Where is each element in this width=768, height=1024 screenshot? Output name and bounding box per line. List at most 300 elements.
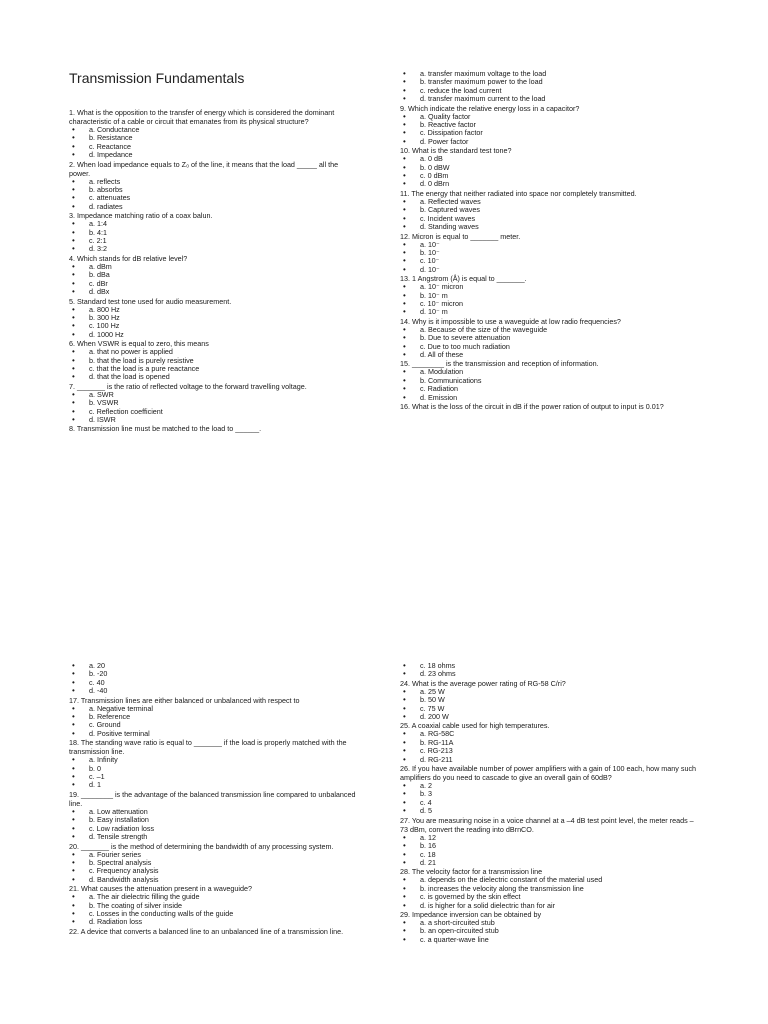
- bullet-icon: •: [403, 290, 406, 300]
- option-text: c. 40: [89, 677, 105, 687]
- answer-option: [400, 223, 700, 231]
- bullet-icon: •: [403, 661, 406, 670]
- question-text: 18. The standing wave ratio is equal to _______ if the load is properly matched with the transmission line.: [69, 738, 347, 757]
- option-text: c. Reactance: [89, 141, 131, 151]
- answer-option: [400, 241, 700, 249]
- option-text: b. 4:1: [89, 227, 107, 237]
- bullet-icon: •: [403, 900, 406, 910]
- option-text: b. 10⁻: [420, 247, 440, 257]
- bullet-icon: •: [403, 375, 406, 385]
- option-text: c. Low radiation loss: [89, 823, 155, 833]
- option-text: a. 0 dB: [420, 154, 443, 164]
- bullet-icon: •: [72, 278, 75, 288]
- option-text: b. 3: [420, 789, 432, 799]
- option-text: c. reduce the load current: [420, 85, 502, 95]
- option-text: d. Tensile strength: [89, 832, 148, 842]
- bullet-icon: •: [403, 111, 406, 121]
- answer-option: [69, 331, 361, 339]
- option-text: c. a quarter-wave line: [420, 934, 489, 944]
- option-text: d. Power factor: [420, 136, 469, 146]
- answer-option: [400, 688, 700, 696]
- question-text: 26. If you have available number of power amplifiers with a gain of 100 each, how many such amplifiers do you need to cascade to give an overall gain of 60dB?: [400, 764, 697, 783]
- option-text: a. 20: [89, 661, 105, 670]
- bullet-icon: •: [72, 347, 75, 357]
- question-block: [400, 146, 700, 189]
- option-text: b. 50 W: [420, 695, 445, 705]
- question-text: 29. Impedance inversion can be obtained by: [400, 909, 542, 919]
- option-text: d. 200 W: [420, 712, 449, 722]
- question-block: [69, 382, 361, 425]
- bullet-icon: •: [403, 892, 406, 902]
- bullet-icon: •: [72, 874, 75, 884]
- bottom-right-column: [400, 662, 700, 944]
- answer-option: [69, 781, 361, 789]
- answer-option: [69, 373, 361, 381]
- option-text: a. Because of the size of the waveguide: [420, 324, 548, 334]
- bullet-icon: •: [72, 414, 75, 424]
- option-text: a. 10⁻: [420, 239, 440, 249]
- bullet-icon: •: [403, 926, 406, 936]
- bullet-icon: •: [403, 686, 406, 696]
- option-text: d. transfer maximum current to the load: [420, 94, 546, 104]
- option-text: b. Due to severe attenuation: [420, 333, 511, 343]
- bullet-icon: •: [72, 287, 75, 297]
- option-text: d. that the load is opened: [89, 372, 170, 382]
- bullet-icon: •: [72, 866, 75, 876]
- bullet-icon: •: [72, 677, 75, 687]
- option-text: b. dBa: [89, 270, 110, 280]
- option-text: a. Negative terminal: [89, 703, 153, 713]
- bullet-icon: •: [72, 815, 75, 825]
- answer-option: [400, 308, 700, 316]
- bullet-icon: •: [403, 695, 406, 705]
- bullet-icon: •: [403, 754, 406, 764]
- bullet-icon: •: [72, 763, 75, 773]
- question-text: 5. Standard test tone used for audio measurement.: [69, 296, 232, 306]
- option-text: c. 4: [420, 797, 432, 807]
- option-text: a. The air dielectric filling the guide: [89, 892, 200, 902]
- bullet-icon: •: [403, 128, 406, 138]
- bullet-icon: •: [403, 282, 406, 292]
- option-text: a. Low attenuation: [89, 806, 148, 816]
- bullet-icon: •: [403, 669, 406, 679]
- bullet-icon: •: [72, 261, 75, 271]
- option-text: c. 10⁻ micron: [420, 298, 463, 308]
- bullet-icon: •: [403, 917, 406, 927]
- option-text: c. 18 ohms: [420, 661, 456, 670]
- option-text: a. RG-58C: [420, 729, 455, 739]
- answer-option: [400, 756, 700, 764]
- bullet-icon: •: [403, 857, 406, 867]
- answer-option: [400, 834, 700, 842]
- question-text: 17. Transmission lines are either balanced or unbalanced with respect to: [69, 695, 300, 705]
- bullet-icon: •: [72, 321, 75, 331]
- option-text: d. dBx: [89, 287, 110, 297]
- bullet-icon: •: [72, 806, 75, 816]
- bullet-icon: •: [72, 355, 75, 365]
- option-text: c. RG-213: [420, 746, 453, 756]
- question-block: [400, 274, 700, 317]
- bullet-icon: •: [72, 823, 75, 833]
- question-text: 25. A coaxial cable used for high temperatures.: [400, 721, 550, 731]
- option-text: d. Positive terminal: [89, 728, 150, 738]
- bullet-icon: •: [403, 94, 406, 104]
- option-text: c. Frequency analysis: [89, 866, 159, 876]
- question-text: 15. ________ is the transmission and reception of information.: [400, 359, 599, 369]
- option-text: a. a short-circuited stub: [420, 917, 495, 927]
- bullet-icon: •: [72, 917, 75, 927]
- answer-option: [69, 245, 361, 253]
- bullet-icon: •: [403, 883, 406, 893]
- bullet-icon: •: [403, 703, 406, 713]
- bullet-icon: •: [403, 222, 406, 232]
- answer-option: [400, 936, 700, 944]
- bullet-icon: •: [72, 227, 75, 237]
- option-text: c. Reflection coefficient: [89, 406, 163, 416]
- option-text: d. radiates: [89, 201, 123, 211]
- bullet-icon: •: [403, 213, 406, 223]
- bullet-icon: •: [72, 270, 75, 280]
- bullet-icon: •: [403, 196, 406, 206]
- bullet-icon: •: [72, 661, 75, 670]
- option-text: b. that the load is purely resistive: [89, 355, 194, 365]
- bullet-icon: •: [403, 849, 406, 859]
- option-text: a. 2: [420, 781, 432, 791]
- option-text: b. increases the velocity along the transmission line: [420, 883, 584, 893]
- answer-option: [69, 203, 361, 211]
- option-text: d. 10⁻: [420, 264, 440, 274]
- answer-option: [400, 713, 700, 721]
- question-text: 21. What causes the attenuation present in a waveguide?: [69, 884, 253, 894]
- bullet-icon: •: [403, 875, 406, 885]
- bullet-icon: •: [403, 77, 406, 87]
- option-text: c. dBr: [89, 278, 108, 288]
- question-text: 16. What is the loss of the circuit in dB if the power ration of output to input is 0.01?: [400, 402, 664, 411]
- question-block: [400, 189, 700, 232]
- option-text: c. is governed by the skin effect: [420, 892, 521, 902]
- option-text: a. Reflected waves: [420, 196, 481, 206]
- option-text: b. 16: [420, 841, 436, 851]
- bullet-icon: •: [403, 136, 406, 146]
- option-text: c. that the load is a pure reactance: [89, 363, 200, 373]
- bullet-icon: •: [403, 781, 406, 791]
- bullet-icon: •: [72, 728, 75, 738]
- option-text: b. RG-11A: [420, 737, 454, 747]
- question-block: [69, 211, 361, 254]
- option-text: d. is higher for a solid dielectric than for air: [420, 900, 556, 910]
- option-text: d. 23 ohms: [420, 669, 456, 679]
- question-text: 28. The velocity factor for a transmission line: [400, 867, 543, 877]
- answer-option: [400, 799, 700, 807]
- option-text: d. 21: [420, 857, 436, 867]
- bullet-icon: •: [72, 398, 75, 408]
- bullet-icon: •: [403, 247, 406, 257]
- answer-option: [400, 790, 700, 798]
- option-text: a. 800 Hz: [89, 304, 120, 314]
- answer-option: [69, 679, 361, 687]
- option-text: d. 5: [420, 806, 432, 816]
- option-text: c. 0 dBm: [420, 171, 449, 181]
- bullet-icon: •: [72, 133, 75, 143]
- bullet-icon: •: [72, 406, 75, 416]
- question-block: [69, 339, 361, 382]
- bullet-icon: •: [72, 236, 75, 246]
- bullet-icon: •: [72, 312, 75, 322]
- option-text: c. –1: [89, 772, 105, 782]
- question-text: 1. What is the opposition to the transfer of energy which is considered the dominant characteristic of a cable or circuit that emanates from its physical structure?: [69, 108, 335, 126]
- answer-option: [400, 266, 700, 274]
- option-text: d. 3:2: [89, 244, 107, 254]
- bullet-icon: •: [403, 934, 406, 944]
- bullet-icon: •: [403, 712, 406, 722]
- question-block: [69, 662, 361, 696]
- answer-option: [400, 180, 700, 188]
- answer-option: [69, 229, 361, 237]
- answer-option: [69, 263, 361, 271]
- question-block: [400, 679, 700, 722]
- answer-option: [400, 670, 700, 678]
- option-text: d. 1000 Hz: [89, 329, 124, 339]
- bullet-icon: •: [72, 125, 75, 134]
- answer-option: [69, 765, 361, 773]
- question-block: [400, 232, 700, 275]
- top-left-column: [69, 108, 361, 433]
- option-text: c. Ground: [89, 720, 121, 730]
- question-block: [69, 297, 361, 340]
- question-block: [69, 842, 361, 885]
- answer-option: [400, 351, 700, 359]
- bottom-left-column: [69, 662, 361, 936]
- question-block: [400, 104, 700, 147]
- bullet-icon: •: [403, 832, 406, 842]
- option-text: d. Impedance: [89, 150, 133, 160]
- option-text: a. depends on the dielectric constant of the material used: [420, 875, 603, 885]
- bullet-icon: •: [72, 363, 75, 373]
- question-text: 3. Impedance matching ratio of a coax balun.: [69, 211, 213, 221]
- option-text: a. reflects: [89, 176, 121, 186]
- question-text: 12. Micron is equal to _______ meter.: [400, 231, 521, 241]
- option-text: d. -40: [89, 686, 108, 696]
- option-text: a. 12: [420, 832, 436, 842]
- bullet-icon: •: [72, 857, 75, 867]
- option-text: c. Dissipation factor: [420, 128, 483, 138]
- bullet-icon: •: [403, 806, 406, 816]
- question-block: [400, 910, 700, 944]
- option-text: d. 0 dBrn: [420, 179, 450, 189]
- bullet-icon: •: [403, 333, 406, 343]
- bullet-icon: •: [72, 329, 75, 339]
- option-text: c. Incident waves: [420, 213, 476, 223]
- bullet-icon: •: [403, 341, 406, 351]
- option-text: b. Resistance: [89, 133, 133, 143]
- bullet-icon: •: [403, 162, 406, 172]
- option-text: d. 10⁻ m: [420, 307, 448, 317]
- option-text: c. 2:1: [89, 236, 107, 246]
- option-text: b. Reference: [89, 712, 131, 722]
- option-text: c. 18: [420, 849, 436, 859]
- question-text: 6. When VSWR is equal to zero, this means: [69, 339, 209, 349]
- answer-option: [400, 807, 700, 815]
- question-text: 2. When load impedance equals to Z₀ of the line, it means that the load _____ all the power.: [69, 159, 339, 178]
- bullet-icon: •: [403, 746, 406, 756]
- question-text: 20. _______ is the method of determining the bandwidth of any processing system.: [69, 841, 334, 851]
- bullet-icon: •: [403, 729, 406, 739]
- option-text: d. Standing waves: [420, 222, 479, 232]
- option-text: b. Spectral analysis: [89, 857, 152, 867]
- option-text: d. All of these: [420, 349, 464, 359]
- question-block: [400, 867, 700, 910]
- option-text: b. Easy installation: [89, 815, 149, 825]
- bullet-icon: •: [72, 372, 75, 382]
- question-block: [69, 160, 361, 212]
- answer-option: [69, 220, 361, 228]
- option-text: b. transfer maximum power to the load: [420, 77, 543, 87]
- question-block: [400, 70, 700, 104]
- option-text: b. -20: [89, 669, 108, 679]
- bullet-icon: •: [72, 703, 75, 713]
- page-title: Transmission Fundamentals: [69, 70, 245, 86]
- question-text: 22. A device that converts a balanced line to an unbalanced line of a transmission line.: [69, 926, 344, 936]
- option-text: b. 300 Hz: [89, 312, 120, 322]
- question-text: 27. You are measuring noise in a voice channel at a –4 dB test point level, the meter reads –73 dBm, convert the reading into dBrnCO.: [400, 815, 694, 834]
- option-text: b. Reactive factor: [420, 120, 476, 130]
- bullet-icon: •: [403, 69, 406, 78]
- bullet-icon: •: [72, 201, 75, 211]
- bullet-icon: •: [403, 298, 406, 308]
- bullet-icon: •: [72, 832, 75, 842]
- option-text: b. VSWR: [89, 398, 119, 408]
- bullet-icon: •: [403, 171, 406, 181]
- option-text: a. 10⁻ micron: [420, 282, 464, 292]
- bullet-icon: •: [72, 193, 75, 203]
- bullet-icon: •: [403, 179, 406, 189]
- top-right-column: [400, 70, 700, 411]
- bullet-icon: •: [403, 384, 406, 394]
- bullet-icon: •: [72, 712, 75, 722]
- bullet-icon: •: [403, 120, 406, 130]
- bullet-icon: •: [72, 892, 75, 902]
- bullet-icon: •: [403, 392, 406, 402]
- question-text: 13. 1 Angstrom (Å) is equal to _______.: [400, 274, 527, 284]
- bullet-icon: •: [403, 349, 406, 359]
- bullet-icon: •: [72, 849, 75, 859]
- answer-option: [69, 237, 361, 245]
- option-text: b. an open-circuited stub: [420, 926, 499, 936]
- bullet-icon: •: [72, 141, 75, 151]
- question-text: 8. Transmission line must be matched to the load to ______.: [69, 424, 262, 434]
- option-text: d. 1: [89, 780, 101, 790]
- option-text: c. Radiation: [420, 384, 458, 394]
- bullet-icon: •: [72, 176, 75, 186]
- question-text: 7. _______ is the ratio of reflected voltage to the forward travelling voltage.: [69, 381, 307, 391]
- bullet-icon: •: [72, 244, 75, 254]
- question-block: [400, 359, 700, 402]
- bullet-icon: •: [72, 304, 75, 314]
- bullet-icon: •: [72, 780, 75, 790]
- option-text: d. ISWR: [89, 414, 116, 424]
- question-block: [69, 424, 361, 433]
- answer-option: [400, 257, 700, 265]
- bullet-icon: •: [403, 239, 406, 249]
- bullet-icon: •: [72, 389, 75, 399]
- answer-option: [400, 696, 700, 704]
- question-block: [69, 790, 361, 842]
- answer-option: [400, 782, 700, 790]
- option-text: a. 1:4: [89, 219, 107, 229]
- answer-option: [400, 95, 700, 103]
- option-text: b. 0 dBW: [420, 162, 450, 172]
- option-text: c. attenuates: [89, 193, 131, 203]
- bullet-icon: •: [403, 154, 406, 164]
- option-text: a. SWR: [89, 389, 114, 399]
- bullet-icon: •: [403, 789, 406, 799]
- bullet-icon: •: [72, 686, 75, 696]
- answer-option: [69, 773, 361, 781]
- question-text: 9. Which indicate the relative energy loss in a capacitor?: [400, 103, 580, 113]
- bullet-icon: •: [403, 841, 406, 851]
- bullet-icon: •: [403, 264, 406, 274]
- bullet-icon: •: [72, 772, 75, 782]
- question-text: 11. The energy that neither radiated into space nor completely transmitted.: [400, 188, 637, 198]
- option-text: b. 10⁻ m: [420, 290, 448, 300]
- question-block: [69, 884, 361, 927]
- question-block: [400, 402, 700, 411]
- answer-option: [400, 851, 700, 859]
- answer-option: [69, 670, 361, 678]
- question-block: [400, 816, 700, 868]
- bullet-icon: •: [72, 150, 75, 160]
- option-text: a. Modulation: [420, 367, 464, 377]
- answer-option: [69, 730, 361, 738]
- answer-option: [69, 151, 361, 159]
- question-block: [69, 254, 361, 297]
- option-text: c. 10⁻: [420, 256, 440, 266]
- question-block: [400, 662, 700, 679]
- answer-option: [69, 416, 361, 424]
- option-text: a. that no power is applied: [89, 347, 173, 357]
- answer-option: [69, 876, 361, 884]
- option-text: c. 100 Hz: [89, 321, 120, 331]
- option-text: a. dBm: [89, 261, 112, 271]
- option-text: b. absorbs: [89, 185, 123, 195]
- bullet-icon: •: [403, 85, 406, 95]
- option-text: a. Fourier series: [89, 849, 141, 859]
- bullet-icon: •: [403, 256, 406, 266]
- answer-option: [69, 280, 361, 288]
- option-text: b. Captured waves: [420, 205, 480, 215]
- option-text: d. Radiation loss: [89, 917, 143, 927]
- bullet-icon: •: [72, 755, 75, 765]
- question-block: [69, 738, 361, 790]
- answer-option: [400, 859, 700, 867]
- option-text: a. transfer maximum voltage to the load: [420, 69, 547, 78]
- bullet-icon: •: [72, 219, 75, 229]
- bullet-icon: •: [72, 900, 75, 910]
- answer-option: [400, 249, 700, 257]
- option-text: a. Conductance: [89, 125, 140, 134]
- question-text: 4. Which stands for dB relative level?: [69, 253, 188, 263]
- question-block: [400, 317, 700, 360]
- bullet-icon: •: [403, 367, 406, 377]
- bullet-icon: •: [403, 324, 406, 334]
- answer-option: [69, 756, 361, 764]
- bullet-icon: •: [72, 908, 75, 918]
- option-text: a. 25 W: [420, 686, 445, 696]
- bullet-icon: •: [72, 669, 75, 679]
- bullet-icon: •: [403, 205, 406, 215]
- option-text: d. Bandwidth analysis: [89, 874, 159, 884]
- option-text: d. RG-211: [420, 754, 453, 764]
